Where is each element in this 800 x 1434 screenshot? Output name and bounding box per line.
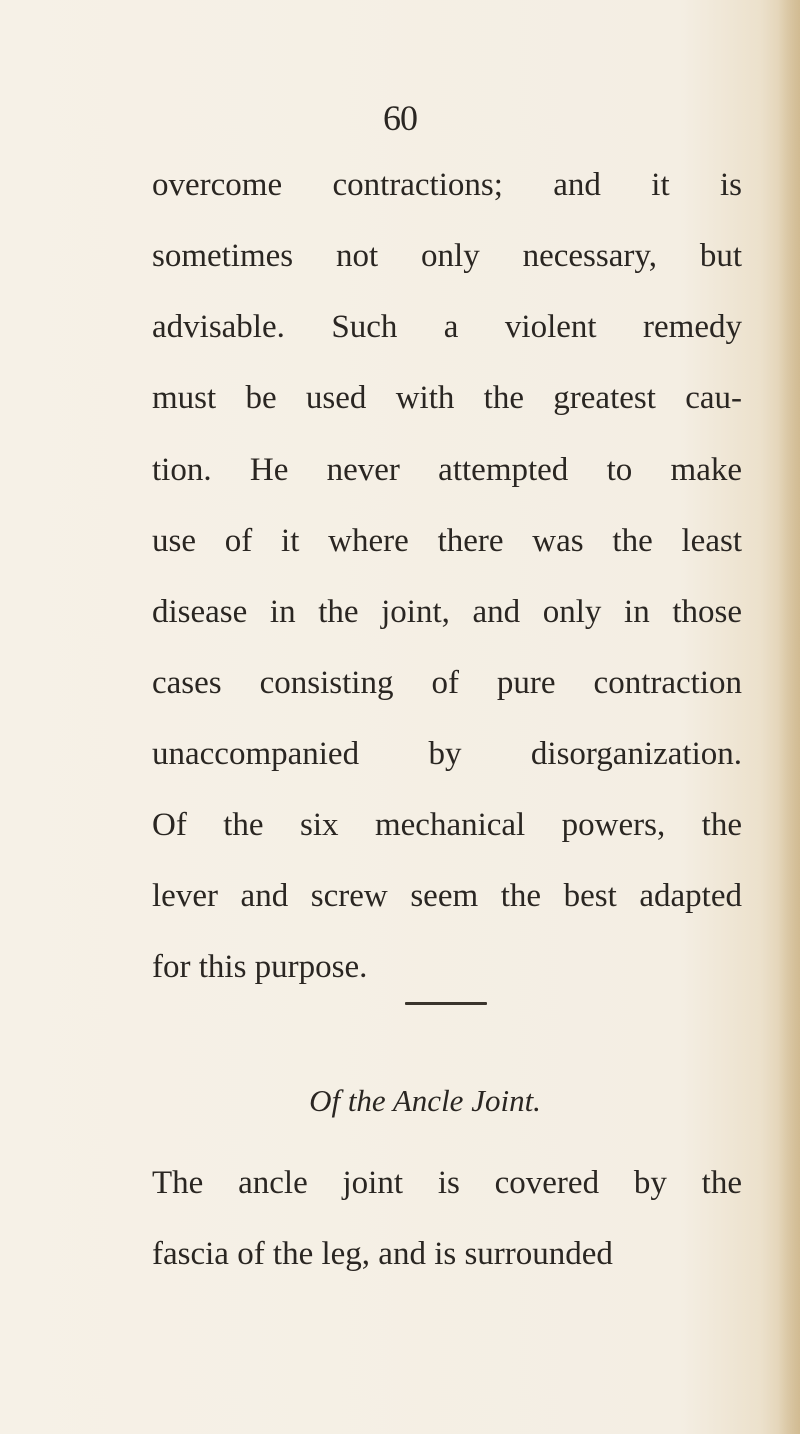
text-line: sometimes not only necessary, but: [152, 238, 742, 274]
page-number: 60: [383, 98, 417, 138]
text-line: The ancle joint is covered by the: [152, 1165, 742, 1201]
text-line: Of the six mechanical powers, the: [152, 807, 742, 843]
section-divider: [405, 1002, 487, 1005]
text-line: overcome contractions; and it is: [152, 167, 742, 203]
text-line: must be used with the greatest cau-: [152, 380, 742, 416]
text-line: advisable. Such a violent remedy: [152, 309, 742, 345]
text-line: unaccompanied by disorganization.: [152, 736, 742, 772]
section-heading: Of the Ancle Joint.: [309, 1083, 541, 1118]
text-line: for this purpose.: [152, 949, 368, 985]
text-line: lever and screw seem the best adapted: [152, 878, 742, 914]
page-edge-shadow: [778, 0, 800, 1434]
text-line: fascia of the leg, and is surrounded: [152, 1236, 613, 1272]
text-line: cases consisting of pure contraction: [152, 665, 742, 701]
text-line: disease in the joint, and only in those: [152, 594, 742, 630]
text-line: use of it where there was the least: [152, 523, 742, 559]
text-line: tion. He never attempted to make: [152, 452, 742, 488]
